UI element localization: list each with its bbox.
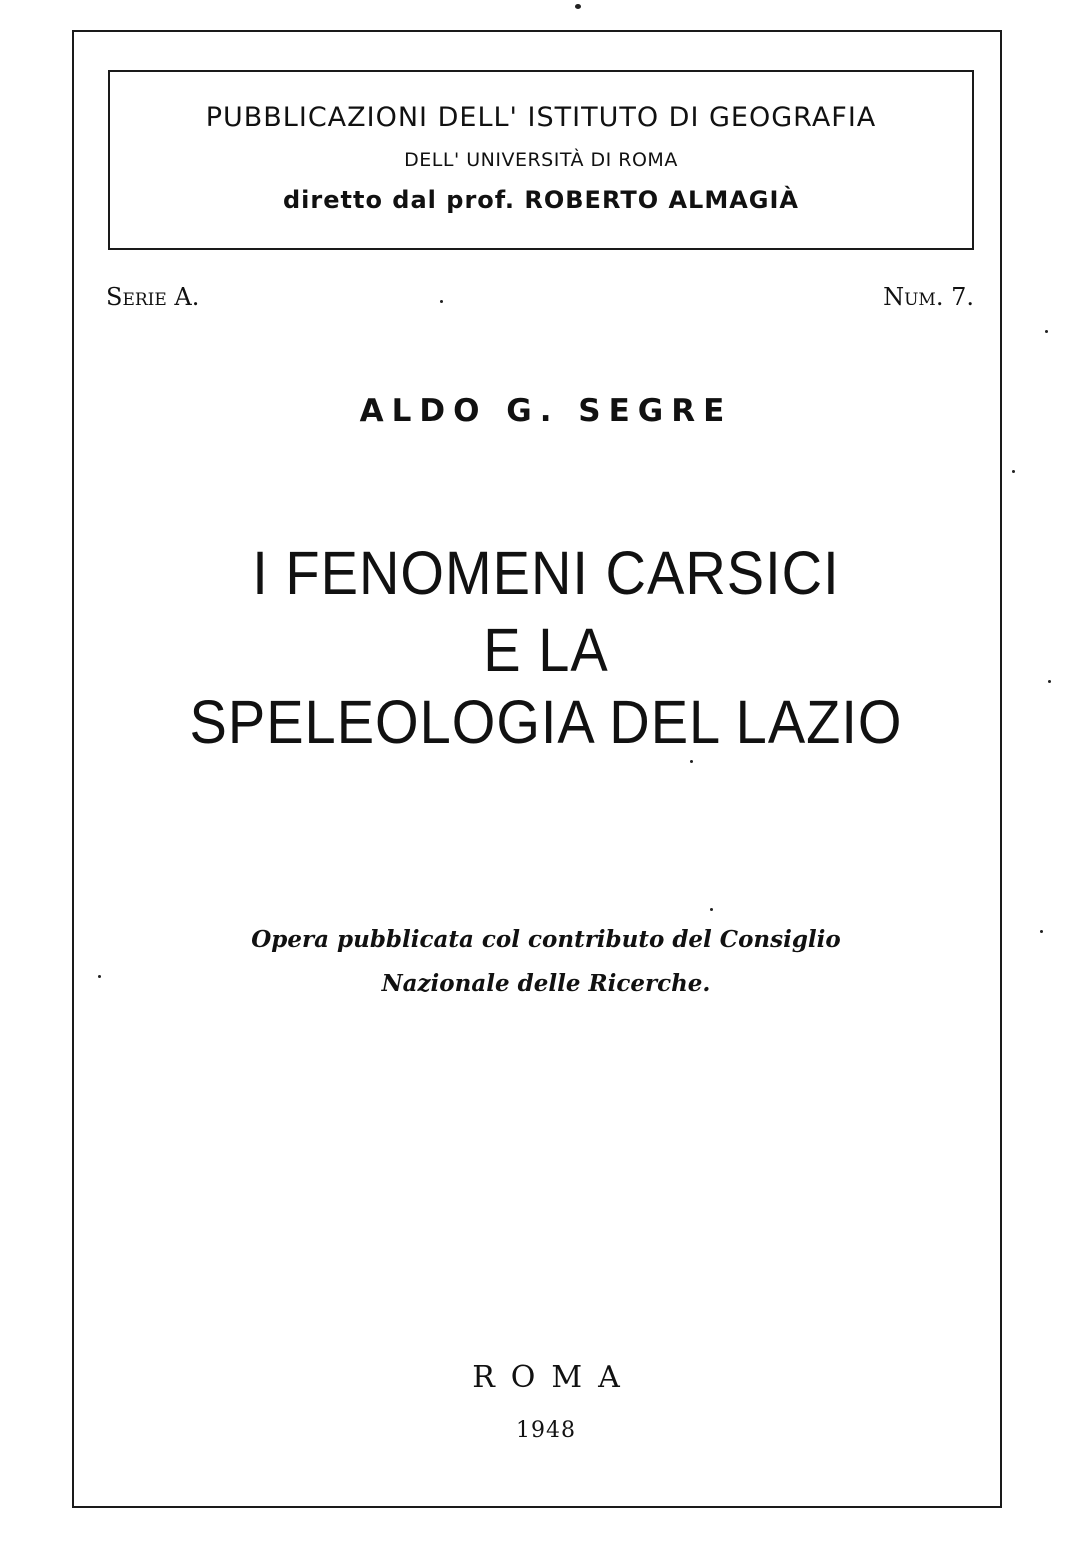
scan-speck (1040, 930, 1043, 933)
title-line-1: I FENOMENI CARSICI (252, 537, 840, 608)
scan-speck (1012, 470, 1015, 473)
scan-speck (690, 760, 693, 763)
funding-note-line-1: Opera pubblicata col contributo del Consiglio (251, 926, 841, 953)
title-line-2: E LA (483, 614, 609, 685)
imprint-year: 1948 (516, 1418, 576, 1443)
scan-speck (575, 4, 581, 9)
funding-note-line-2: Nazionale delle Ricerche. (381, 970, 711, 997)
scan-speck (710, 908, 713, 911)
university-name: DELL' UNIVERSITÀ DI ROMA (404, 149, 678, 171)
title-line-3: SPELEOLOGIA DEL LAZIO (189, 686, 903, 757)
director-line: diretto dal prof. ROBERTO ALMAGIÀ (283, 186, 799, 214)
scan-speck (1045, 330, 1048, 333)
page-border (72, 30, 1002, 1508)
author-name: ALDO G. SEGRE (359, 393, 733, 429)
series-label: Serie A. (106, 283, 200, 311)
scan-speck (440, 300, 443, 303)
imprint-city: ROMA (472, 1360, 636, 1395)
publisher-header-box (108, 70, 974, 250)
scan-speck (98, 975, 101, 978)
series-number: Num. 7. (883, 283, 974, 311)
publisher-series-name: PUBBLICAZIONI DELL' ISTITUTO DI GEOGRAFIA (205, 102, 877, 133)
scan-speck (1048, 680, 1051, 683)
